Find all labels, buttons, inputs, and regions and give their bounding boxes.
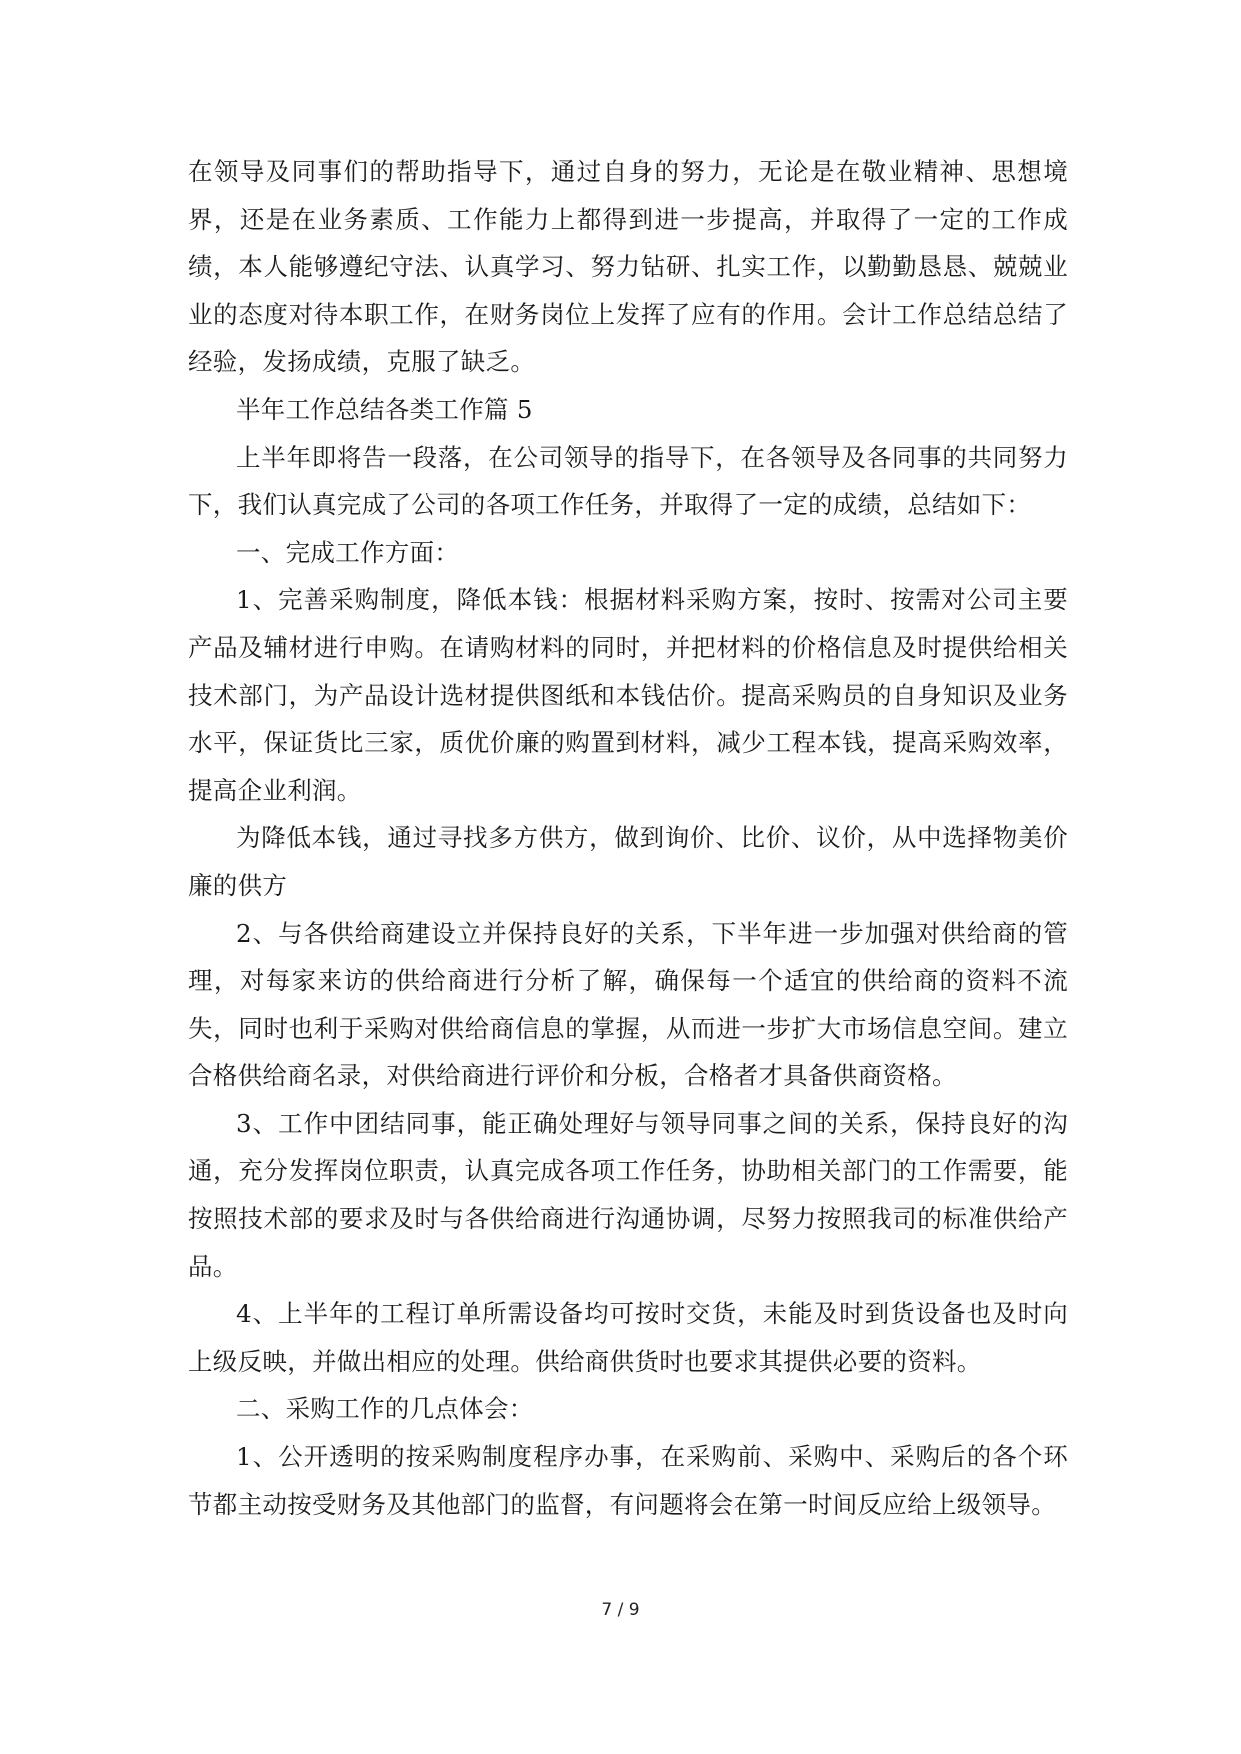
paragraph-item-2: 2、与各供给商建设立并保持良好的关系，下半年进一步加强对供给商的管理，对每家来访的供给商进行分析了解，确保每一个适宜的供给商的资料不流失，同时也利于采购对供给商信息的掌握，从而进一步扩大市场信息空间。建立合格供给商名录，对供给商进行评价和分板，合格者才具备供商资格。 bbox=[188, 918, 1068, 1091]
page-number: 7 / 9 bbox=[601, 1600, 640, 1620]
section-heading: 半年工作总结各类工作篇 5 bbox=[236, 394, 533, 424]
paragraph-summary-opening: 上半年即将告一段落，在公司领导的指导下，在各领导及各同事的共同努力下，我们认真完成了公司的各项工作任务，并取得了一定的成绩，总结如下： bbox=[188, 442, 1068, 520]
paragraph-item-1: 1、完善采购制度，降低本钱：根据材料采购方案，按时、按需对公司主要产品及辅材进行申购。在请购材料的同时，并把材料的价格信息及时提供给相关技术部门，为产品设计选材提供图纸和本钱估价。提高采购员的自身知识及业务水平，保证货比三家，质优价廉的购置到材料，减少工程本钱，提高采购效率，提高企业利润。 bbox=[188, 585, 1068, 805]
paragraph-intro-continued: 在领导及同事们的帮助指导下，通过自身的努力，无论是在敬业精神、思想境界，还是在业务素质、工作能力上都得到进一步提高，并取得了一定的工作成绩，本人能够遵纪守法、认真学习、努力钻研、扎实工作，以勤勤恳恳、兢兢业业的态度对待本职工作，在财务岗位上发挥了应有的作用。会计工作总结总结了经验，发扬成绩，克服了缺乏。 bbox=[188, 157, 1068, 377]
document-body bbox=[188, 148, 1068, 1528]
paragraph-cost-reduction: 为降低本钱，通过寻找多方供方，做到询价、比价、议价，从中选择物美价廉的供方 bbox=[188, 823, 1068, 900]
paragraph-item-3: 3、工作中团结同事，能正确处理好与领导同事之间的关系，保持良好的沟通，充分发挥岗位职责，认真完成各项工作任务，协助相关部门的工作需要，能按照技术部的要求及时与各供给商进行沟通协调，尽努力按照我司的标准供给产品。 bbox=[188, 1108, 1068, 1281]
paragraph-item-4: 4、上半年的工程订单所需设备均可按时交货，未能及时到货设备也及时向上级反映，并做出相应的处理。供给商供货时也要求其提供必要的资料。 bbox=[188, 1299, 1068, 1376]
subheading-purchasing-insights: 二、采购工作的几点体会： bbox=[236, 1394, 534, 1424]
paragraph-insight-1: 1、公开透明的按采购制度程序办事，在采购前、采购中、采购后的各个环节都主动按受财务及其他部门的监督，有问题将会在第一时间反应给上级领导。 bbox=[188, 1442, 1068, 1519]
subheading-work-completed: 一、完成工作方面： bbox=[236, 537, 460, 567]
